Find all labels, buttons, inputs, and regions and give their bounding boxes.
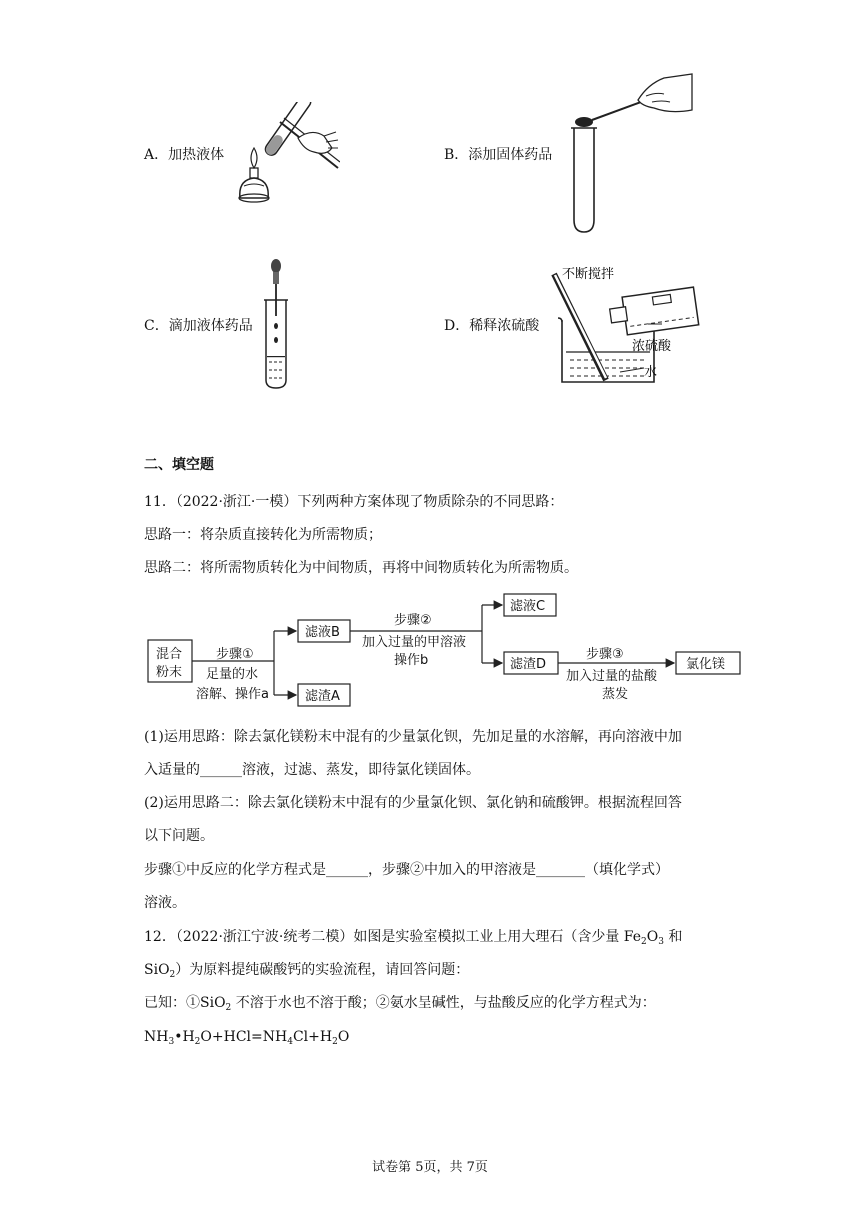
- step1-below-1: 足量的水: [206, 667, 259, 682]
- q11-part2-line3: 步骤①中反应的化学方程式是______，步骤②中加入的甲溶液是_______（填化学式）: [144, 862, 669, 878]
- option-d-label: D．稀释浓硫酸: [444, 318, 540, 334]
- water-label: 水: [644, 365, 658, 380]
- adding-solid-illustration: [560, 70, 696, 236]
- step2-below-2: 操作b: [394, 653, 429, 668]
- acid-label: 浓硫酸: [632, 339, 672, 354]
- q11-idea-2: 思路二：将所需物质转化为中间物质，再将中间物质转化为所需物质。: [144, 560, 578, 576]
- start-line-1: 混合: [156, 647, 183, 662]
- q11-part2-line2: 以下问题。: [144, 828, 214, 844]
- q11-stem: 11．（2022·浙江·一模）下列两种方案体现了物质除杂的不同思路：: [144, 494, 564, 510]
- q12-line1: 12．（2022·浙江宁波·统考二模）如图是实验室模拟工业上用大理石（含少量 $Fe_2O_3$ 和: [144, 929, 683, 947]
- step3-below-2: 蒸发: [602, 687, 629, 702]
- q12-line4: $NH_3•H_2O+HCl=NH_4Cl+H_2O$: [144, 1029, 350, 1047]
- dropping-liquid-illustration: [256, 256, 296, 392]
- q12-line2: SiO$_2$）为原料提纯碳酸钙的实验流程，请回答问题：: [144, 962, 470, 980]
- step3-label: 步骤③: [586, 647, 624, 662]
- step2-label: 步骤②: [394, 613, 432, 628]
- q11-part1-line1: (1)运用思路：除去氯化镁粉末中混有的少量氯化钡，先加足量的水溶解，再向溶液中加: [144, 729, 682, 745]
- q12-line3: 已知：①SiO$_2$ 不溶于水也不溶于酸；②氨水呈碱性，与盐酸反应的化学方程式为：: [144, 995, 656, 1013]
- option-c-label: C．滴加液体药品: [144, 318, 253, 334]
- diluting-acid-illustration: [540, 262, 700, 388]
- step3-below-1: 加入过量的盐酸: [566, 669, 658, 684]
- step1-label: 步骤①: [216, 647, 254, 662]
- product-label: 氯化镁: [686, 657, 726, 672]
- filtrate-b: 滤液B: [305, 625, 340, 640]
- q11-part1-line2: 入适量的______溶液，过滤、蒸发，即待氯化镁固体。: [144, 762, 480, 778]
- page-footer: 试卷第 5页，共 7页: [372, 1160, 488, 1175]
- heating-liquid-illustration: [228, 102, 340, 214]
- option-a-label: A．加热液体: [144, 147, 225, 163]
- option-b-label: B．添加固体药品: [444, 147, 553, 163]
- q11-flowchart: [140, 588, 750, 716]
- q11-idea-1: 思路一：将杂质直接转化为所需物质；: [144, 527, 382, 543]
- section-title: 二、填空题: [144, 457, 214, 473]
- q11-part2-line1: (2)运用思路二：除去氯化镁粉末中混有的少量氯化钡、氯化钠和硫酸钾。根据流程回答: [144, 795, 682, 811]
- residue-a: 滤渣A: [305, 689, 340, 704]
- step2-below-1: 加入过量的甲溶液: [362, 635, 467, 650]
- step1-below-2: 溶解、操作a: [196, 687, 269, 702]
- start-line-2: 粉末: [156, 665, 183, 680]
- filtrate-c: 滤液C: [510, 599, 546, 614]
- residue-d: 滤渣D: [510, 657, 547, 672]
- stir-label: 不断搅拌: [562, 267, 615, 282]
- q11-part2-line4: 溶液。: [144, 895, 186, 911]
